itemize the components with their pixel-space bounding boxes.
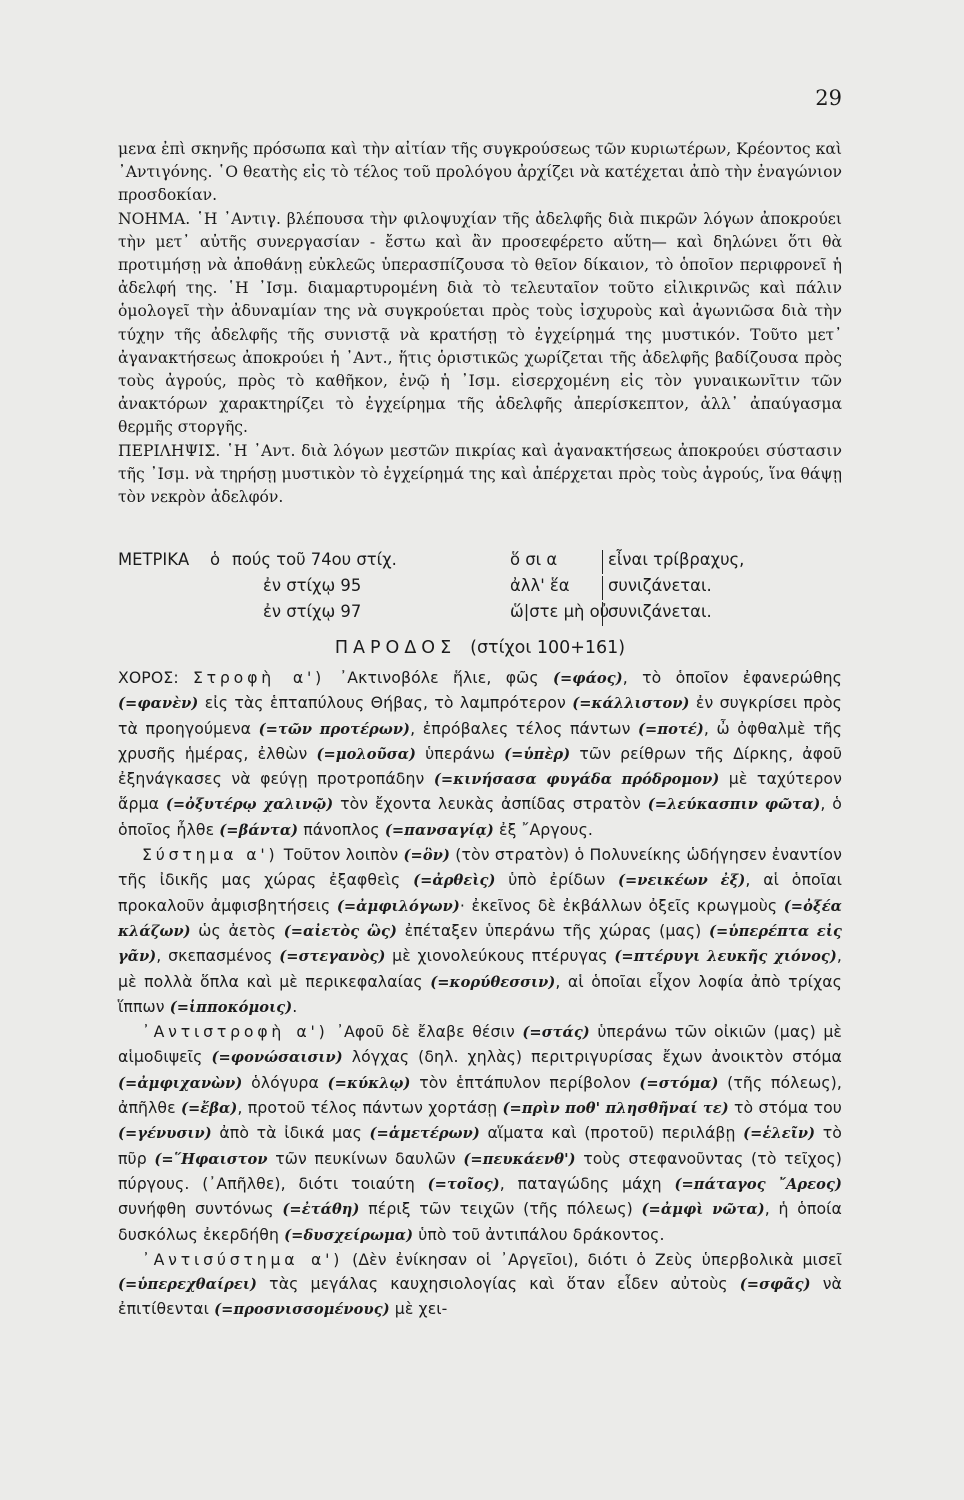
text-run: (τὸν στρατὸν) ὁ Πολυνείκης ὡδήγησεν ἐναντίον τῆς ἰδικῆς μας χώρας ἐξαφθεὶς [118,845,842,890]
metrika-table [118,550,842,630]
text-run: ὁλόγυρα [242,1072,328,1092]
gloss: (=ποτέ) [638,720,704,738]
gloss: (=στεγανὸς) [279,948,386,966]
metrika-divider [602,576,603,600]
gloss: (=δυσχείρωμα) [284,1226,414,1244]
text-run: εἰς τὰς ἑπταπύλους Θήβας, τὸ λαμπρότερον [198,693,573,713]
gloss: (=φανὲν) [118,695,199,713]
gloss: (=φονώσαισιν) [211,1049,343,1067]
text-run: λόγχας (δηλ. χηλὰς) περιτριγυρίσας ἔχων ἀνοικτὸν στόμα [342,1047,842,1067]
gloss: (=τῶν προτέρων) [258,720,411,738]
gloss: (=λεύκασπιν φῶτα) [647,796,821,814]
text-run: ὑπεράνω [416,743,505,763]
parodos-title: ΠΑΡΟΔΟΣ [334,638,457,658]
metrika-verse: ἐν στίχῳ 97 [263,602,362,621]
gloss: (=στόμα) [639,1074,719,1092]
gloss: (=κινήσασα φυγάδα πρόδρομον) [433,771,720,789]
noima-text: ῾Η ᾿Αντιγ. βλέπουσα τὴν φιλοψυχίαν τῆς ἀδελφῆς διὰ πικρῶν λόγων ἀποκρούει τὴν μετ᾿ αὐτῆς συνεργασίαν - ἔστω καὶ ἂν προσεφέρετο αὕτη— καὶ δηλώνει ὅτι θὰ προτιμήσῃ νὰ ἀποθάνῃ εὐκλεῶς ὑπερασπίζουσα τὸ θεῖον δίκαιον, τὸ ὁποῖον περιφρονεῖ ἡ ἀδελφή της. ῾Η ᾿Ισμ. διαμαρτυρομένη διὰ τὸ τελευταῖον τοῦτο εἰλικρινῶς καὶ πάλιν ὁμολογεῖ τὴν ἀδυναμίαν της νὰ συγκρούεται πρὸς τοὺς ἰσχυροὺς καὶ ἀγωνιῶσα διὰ τὴν τύχην τῆς ἀδελφῆς τῆς συνιστᾷ νὰ κρατήσῃ τὸ ἐγχείρημά της μυστικόν. Τοῦτο μετ᾿ ἀγανακτήσεως ἀποκρούει ἡ ᾿Αντ., ἥτις ὁριστικῶς χωρίζεται τῆς ἀδελφῆς βαδίζουσα πρὸς τοὺς ἀγρούς, πρὸς τὸ καθῆκον, ἐνῷ ἡ ᾿Ισμ. εἰσερχομένη εἰς τὸν γυναικωνῖτιν τῶν ἀνακτόρων χαρακτηρίζει τὸ ἐγχείρημα τῆς ἀδελφῆς ἀπερίσκεπτον, ἀλλ᾿ ἀπαύγασμα θερμῆς στοργῆς. [118,209,842,437]
metrika-prefix: ὁ [210,550,221,569]
page-number: 29 [815,86,842,110]
metrika-note: συνιζάνεται. [608,602,712,621]
text-run: , σκεπασμένος [156,946,280,966]
gloss: (=ὑπερεχθαίρει) [118,1276,258,1294]
text-run: τὰς μεγάλας καυχησιολογίας καὶ ὅταν εἶδεν αὐτοὺς [257,1274,740,1294]
antisystema-label: ᾿Αντισύστημα α') [142,1249,344,1269]
text-run: νὰ ἐπιτίθενται [118,1274,842,1319]
text-run: , τὸ ὁποῖον ἐφανερώθης [622,668,842,687]
gloss: (=ὀξυτέρῳ χαλινῷ) [165,796,334,814]
text-run: , ὦ ὀφθαλμὲ τῆς χρυσῆς ἡμέρας, ἐλθὼν [118,718,842,763]
gloss: (=πάταγος ῎Αρεος) [674,1175,842,1193]
text-run: ᾿Ακτινοβόλε ἥλιε, φῶς [325,668,553,687]
text-run: ἐπέταξεν ὑπεράνω τῆς χώρας (μας) [396,920,710,940]
gloss: (=προσνισσομένους) [214,1301,390,1319]
parodos-heading [118,630,842,666]
text-run: ἀπὸ τὰ ἰδικά μας [211,1123,370,1143]
text-run: ὡς ἀετὸς [190,920,284,940]
strophe-paragraph [118,666,842,843]
gloss: (=ἀμφιχανὼν) [118,1074,243,1092]
metrika-row [118,576,842,602]
text-run: τὸν ἔχοντα λευκὰς ἀσπίδας στρατὸν [333,794,648,814]
metrika-row [118,602,842,628]
gloss: (=κάλλιστον) [572,695,690,713]
metrika-verse: ἐν στίχῳ 95 [263,576,362,595]
perilipsis-paragraph [118,440,842,510]
gloss: (=πευκάενθ') [463,1150,576,1168]
parodos-section [118,550,842,1323]
antistrophe-paragraph [118,1020,842,1248]
text-run: ὑπὸ τοῦ ἀντιπάλου δράκοντος. [413,1224,665,1244]
noima-label: ΝΟΗΜΑ. [118,209,191,228]
gloss: (=ἁμετέρων) [369,1125,480,1143]
gloss: (=ὑπερέπτα εἰς γᾶν) [118,922,843,966]
gloss: (=νεικέων ἐξ) [617,872,746,890]
text-run: , παταγώδης μάχη [499,1173,675,1193]
text-run: ὑπεράνω τῶν οἰκιῶν (μας) μὲ αἱμοδιψεῖς [118,1022,842,1067]
text-run: τοὺς στεφανοῦντας (τὸ τεῖχος) πύργους. (᾿Απῆλθε), διότι τοιαύτη [118,1148,843,1193]
perilipsis-text: ῾Η ᾿Αντ. διὰ λόγων μεστῶν πικρίας καὶ ἀγανακτήσεως ἀποκρούει σύστασιν τῆς ᾿Ισμ. νὰ τηρήσῃ μυστικὸν τὸ ἐγχείρημά της καὶ ἀπέρχεται πρὸς τοὺς ἀγρούς, ἵνα θάψῃ τὸν νεκρὸν ἀδελφόν. [118,441,842,507]
metrika-word: ὥ|στε μὴ οὐ [510,602,610,621]
text-run: μὲ ταχύτερον ἅρμα [118,769,842,814]
gloss: (=ὃν) [403,847,450,865]
text-run: , αἱ ὁποῖαι προκαλοῦν ἀμφισβητήσεις [118,870,842,915]
text-run: ᾿Αφοῦ δὲ ἔλαβε θέσιν [328,1022,523,1042]
text-run: τὸ στόμα του [728,1098,842,1118]
text-run: τὸν ἑπτάπυλον περίβολον [410,1072,640,1092]
text-run: , ἐπρόβαλες τέλος πάντων [410,718,638,738]
systema-paragraph [118,843,842,1020]
text-run: πέριξ τῶν τειχῶν (τῆς πόλεως) [359,1199,642,1219]
text-run: τῶν πευκίνων δαυλῶν [267,1148,464,1168]
text-run: , ὁ ὁποῖος ἦλθε [118,794,842,839]
gloss: (=ἀμφιλόγων) [336,897,460,915]
gloss: (=ὀξέα κλάζων) [118,897,842,940]
gloss: (=ὑπὲρ) [504,745,571,763]
systema-label: Σύστημα α') [142,845,279,865]
gloss: (=τοῖος) [427,1175,500,1193]
antisystema-paragraph [118,1248,842,1323]
gloss: (=πτέρυγι λευκῆς χιόνος) [614,948,837,966]
strophe-label: Στροφὴ α') [192,668,326,687]
text-run: Τοῦτον λοιπὸν [278,845,404,865]
text-run: ἐξ ῎Αργους. [493,819,594,839]
text-run: . [292,996,298,1016]
text-run: (τῆς πόλεως), ἀπῆλθε [118,1072,842,1118]
text-run: · ἐκεῖνος δὲ ἐκβάλλων ὀξεῖς κρωγμοὺς [459,895,784,915]
gloss: (=ἱπποκόμοις) [169,998,293,1016]
gloss: (=ἐτάθη) [282,1201,360,1219]
text-run: τῶν ρείθρων τῆς Δίρκης, ἀφοῦ ἐξηνάγκασες νὰ φεύγῃ προτροπάδην [118,743,843,789]
metrika-divider [602,602,603,626]
gloss: (=ἀμφὶ νῶτα) [641,1201,765,1219]
antistrophe-label: ᾿Αντιστροφὴ α') [142,1022,329,1042]
text-run: αἵματα καὶ (προτοῦ) περιλάβῃ [479,1123,744,1143]
gloss: (=μολοῦσα) [316,745,416,763]
choros-label: ΧΟΡΟΣ: [118,668,179,687]
parodos-range: (στίχοι 100+161) [470,638,626,658]
metrika-note: συνιζάνεται. [608,576,712,595]
text-run: μὲ χιονολεύκους πτέρυγας [385,946,615,966]
text-run: (Δὲν ἐνίκησαν οἱ ᾿Αργεῖοι), διότι ὁ Ζεὺς ὑπερβολικὰ μισεῖ [343,1249,842,1269]
text-run: , αἱ ὁποῖαι εἶχον λοφία ἀπὸ τρίχας ἵππων [118,971,842,1016]
metrika-verse: πούς τοῦ 74ου στίχ. [232,550,397,569]
gloss: (=αἰετὸς ὣς) [283,922,397,940]
noima-paragraph [118,208,842,440]
gloss: (=῞Ηφαιστον [154,1150,268,1168]
text-run: , ἡ ὁποία δυσκόλως ἐκερδήθη [118,1199,842,1244]
text-run: πάνοπλος [298,819,385,839]
text-run: τὸ πῦρ [118,1123,842,1168]
gloss: (=φάος) [552,670,623,687]
metrika-label: ΜΕΤΡΙΚΑ [118,550,190,569]
gloss: (=βάντα) [219,821,299,839]
gloss: (=γένυσιν) [118,1125,212,1143]
gloss: (=ἑλεῖν) [743,1125,816,1143]
metrika-word: ἀλλ' ἕα [510,576,570,595]
text-run: , προτοῦ τέλος πάντων χορτάσῃ [237,1098,503,1118]
gloss: (=πρὶν ποθ' πλησθῆναί τε) [502,1100,729,1118]
gloss: (=κύκλῳ) [327,1074,411,1092]
metrika-note: εἶναι τρίβραχυς, [608,550,745,569]
text-run: , μὲ πολλὰ ὅπλα καὶ μὲ περικεφαλαίας [118,946,842,991]
metrika-row [118,550,842,576]
gloss: (=στάς) [522,1024,590,1042]
text-run: ἐν συγκρίσει πρὸς τὰ προηγούμενα [118,693,842,738]
gloss: (=ἔβα) [180,1100,238,1118]
gloss: (=σφᾶς) [739,1276,811,1294]
intro-paragraph: μενα ἐπὶ σκηνῆς πρόσωπα καὶ τὴν αἰτίαν τῆς συγκρούσεως τῶν κυριωτέρων, Κρέοντος καὶ ᾿Αντιγόνης. ῾Ο θεατὴς εἰς τὸ τέλος τοῦ προλόγου ἀρχίζει νὰ κατέχεται ἀπὸ τὴν ἐναγώνιον προσδοκίαν. [118,140,842,205]
gloss: (=ἀρθεὶς) [413,872,496,890]
perilipsis-label: ΠΕΡΙΛΗΨΙΣ. [118,441,221,460]
gloss: (=πανσαγίᾳ) [384,821,494,839]
metrika-divider [602,550,603,574]
commentary-section [118,138,842,509]
text-run: συνήφθη συντόνως [118,1199,283,1219]
text-run: ὑπὸ ἐρίδων [495,870,618,890]
text-run: μὲ χει- [389,1299,448,1319]
gloss: (=κορύθεσσιν) [430,973,556,991]
metrika-word: ὅ σι α [510,550,558,569]
